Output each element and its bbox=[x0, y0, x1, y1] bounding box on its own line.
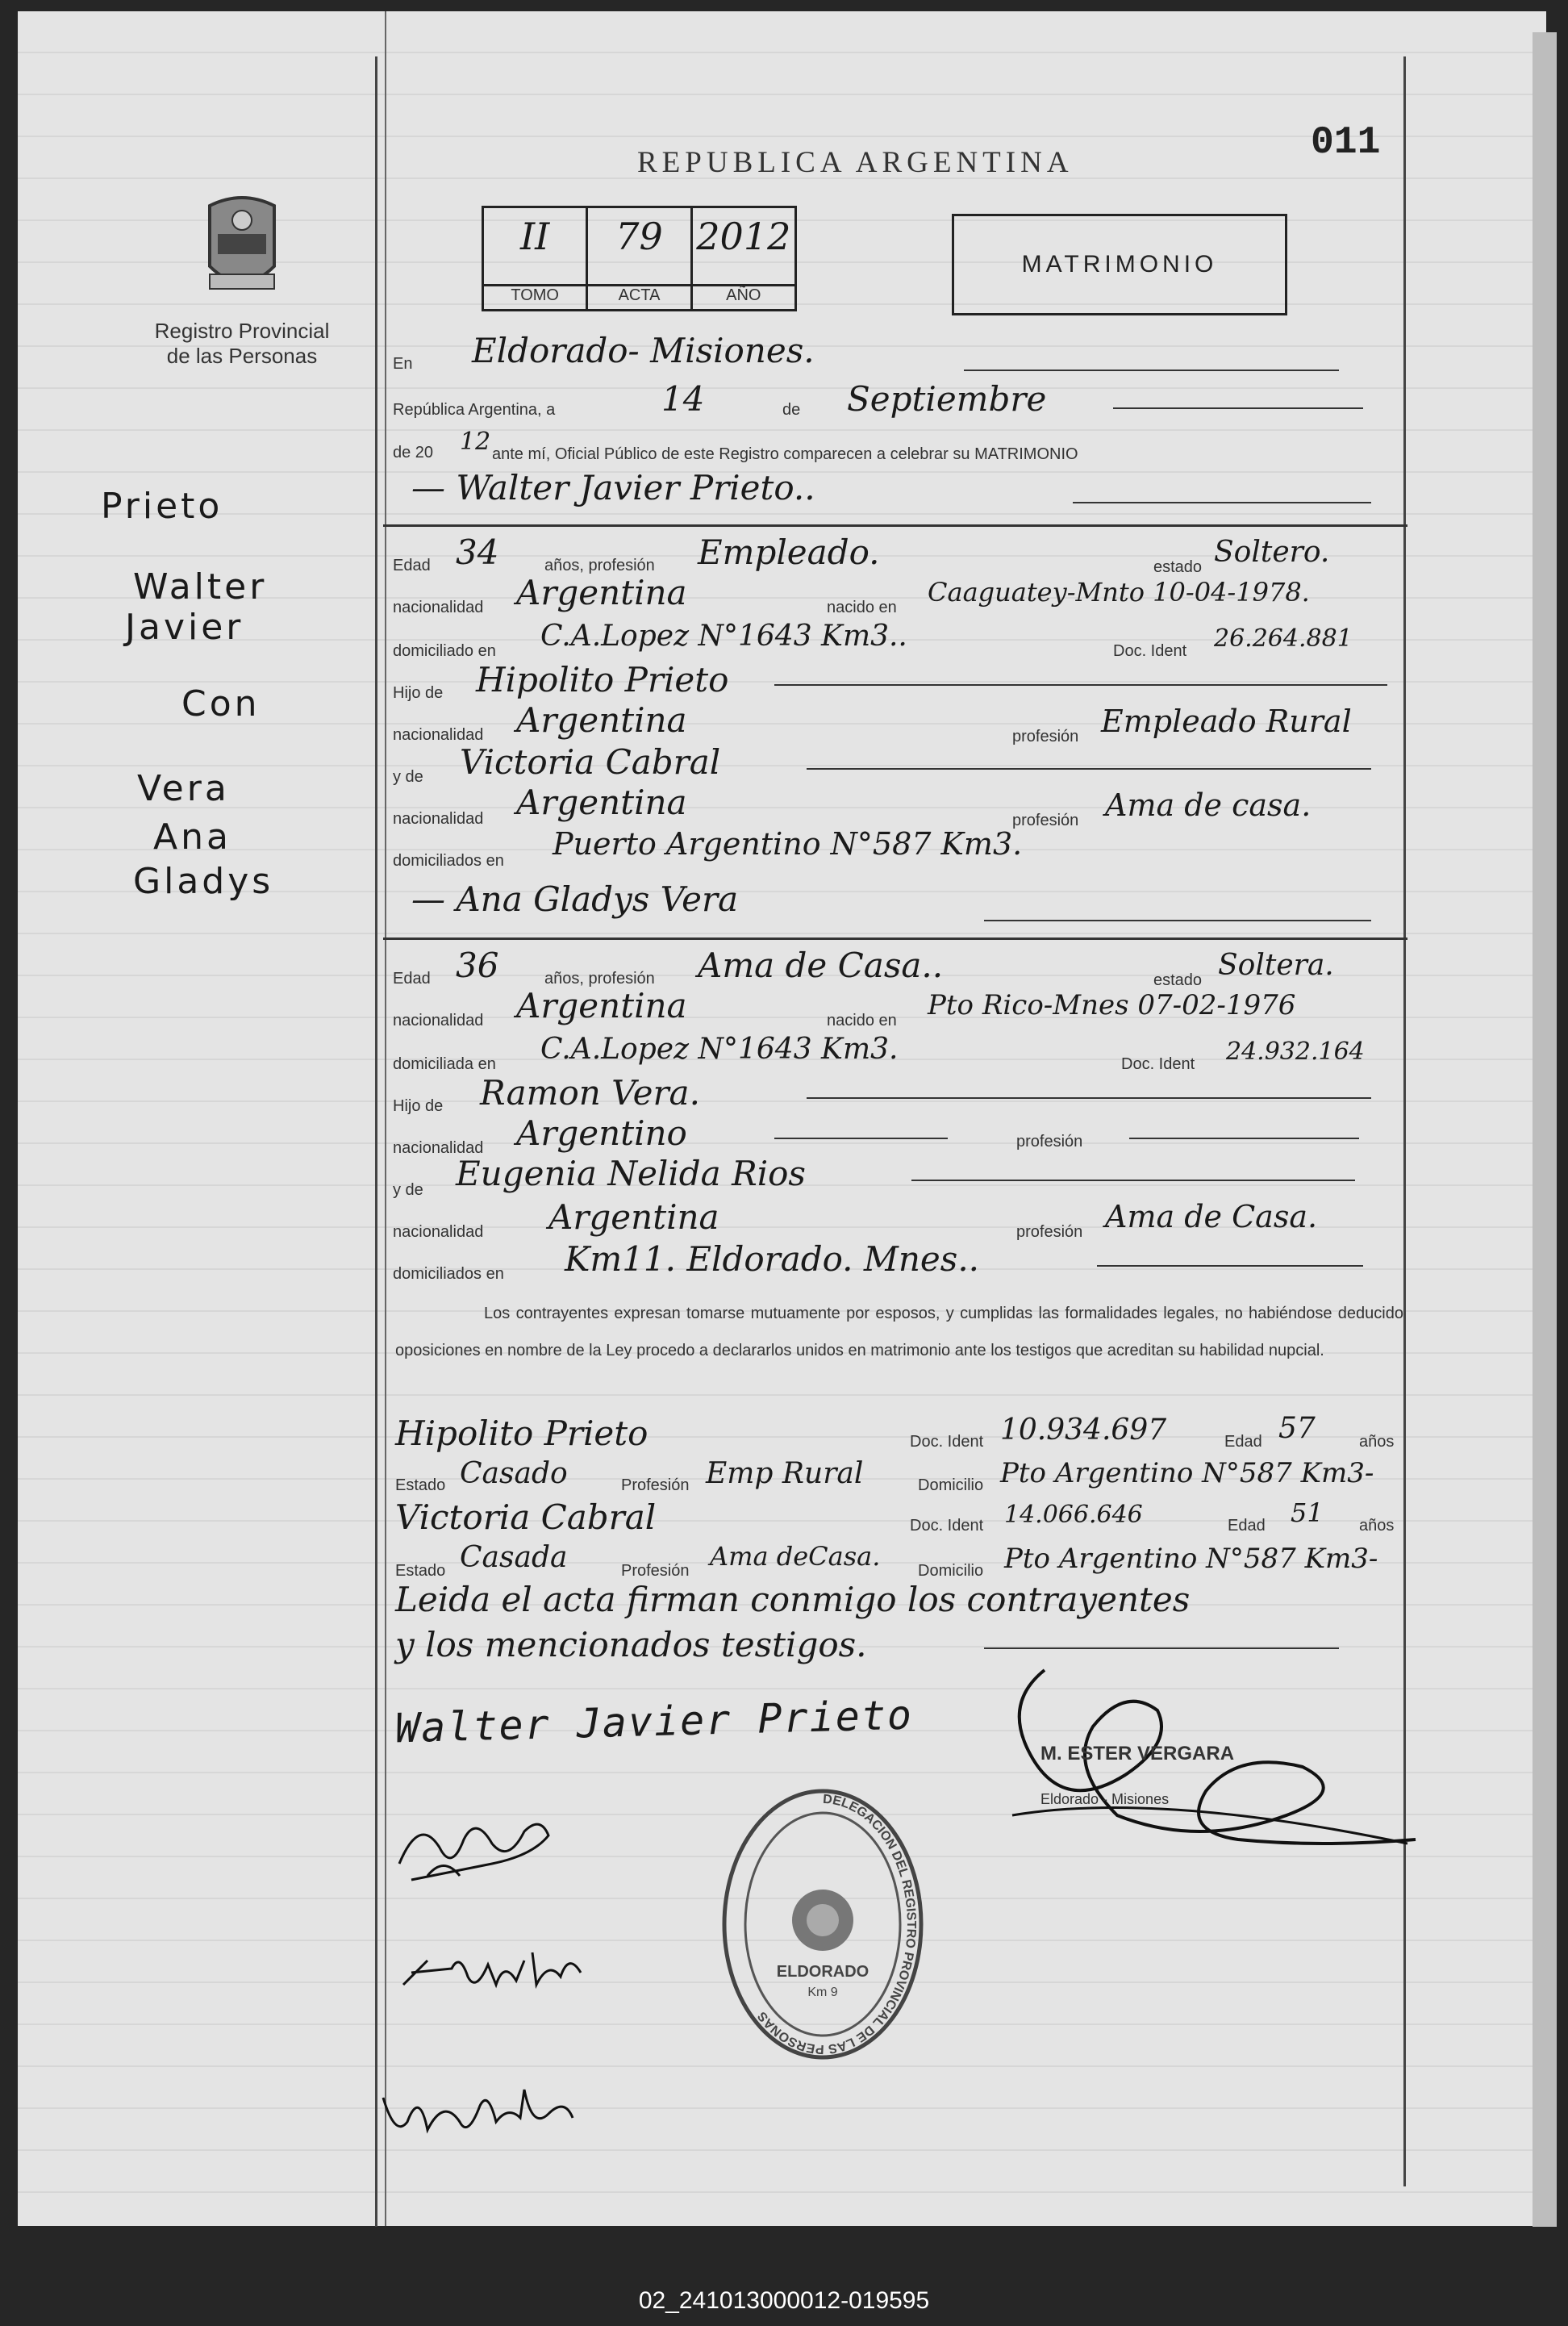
groom-padres-dom-label: domiciliados en bbox=[393, 852, 504, 870]
place-value: Eldorado- Misiones. bbox=[472, 331, 815, 370]
day-value: 14 bbox=[661, 379, 705, 419]
form-right-border bbox=[1403, 56, 1406, 2186]
seal-ring-text: DELEGACION DEL REGISTRO PROVINCIAL DE LAS PERSONAS bbox=[755, 1792, 918, 2057]
acta-label: ACTA bbox=[588, 284, 690, 309]
groom-name: — Walter Javier Prieto.. bbox=[411, 468, 815, 507]
fill-rule bbox=[964, 370, 1339, 371]
bride-madre: Eugenia Nelida Rios bbox=[456, 1154, 806, 1193]
witness2-name: Victoria Cabral bbox=[395, 1497, 657, 1537]
anio-label: AÑO bbox=[693, 284, 794, 309]
witness2-edad: 51 bbox=[1291, 1497, 1324, 1528]
witness2-doc: 14.066.646 bbox=[1004, 1501, 1143, 1529]
groom-estado: Soltero. bbox=[1214, 536, 1330, 569]
anio-cell bbox=[693, 208, 794, 309]
page-edge bbox=[1533, 32, 1557, 2227]
groom-madre-prof-label: profesión bbox=[1012, 812, 1079, 829]
margin-note-line3: Javier bbox=[125, 607, 244, 648]
official-signature-stamp bbox=[996, 1654, 1432, 1864]
bride-anos-label: años, profesión bbox=[544, 970, 655, 988]
tomo-value: II bbox=[519, 215, 550, 258]
bride-nacionalidad: Argentina bbox=[516, 986, 687, 1025]
witness1-edad: 57 bbox=[1278, 1412, 1316, 1445]
groom-nacido-label: nacido en bbox=[827, 599, 897, 616]
witness1-edad-label: Edad bbox=[1224, 1433, 1262, 1451]
groom-domicilio: C.A.Lopez N°1643 Km3.. bbox=[540, 620, 907, 653]
republic-label: República Argentina, a bbox=[393, 401, 556, 419]
folio-number: 011 bbox=[1311, 121, 1381, 165]
bride-estado-label: estado bbox=[1153, 971, 1203, 989]
margin-note-line1: Prieto bbox=[101, 486, 223, 527]
witness1-name: Hipolito Prieto bbox=[395, 1414, 648, 1453]
groom-anos-label: años, profesión bbox=[544, 557, 655, 574]
witness1-estado: Casado bbox=[460, 1457, 568, 1490]
registry-name-line2: de las Personas bbox=[166, 344, 318, 368]
witness2-edad-label: Edad bbox=[1228, 1517, 1266, 1535]
fill-rule bbox=[1113, 407, 1363, 409]
section-divider bbox=[383, 524, 1407, 527]
anio-value: 2012 bbox=[696, 215, 791, 258]
stamp-line3: Eldorado - Misiones bbox=[1040, 1791, 1170, 1807]
bride-padres-dom-label: domiciliados en bbox=[393, 1265, 504, 1283]
bride-madre-prof-label: profesión bbox=[1016, 1223, 1083, 1241]
witness1-doc: 10.934.697 bbox=[1000, 1414, 1167, 1447]
groom-madre-nac-label: nacionalidad bbox=[393, 810, 484, 828]
en-label: En bbox=[393, 355, 413, 373]
bride-padre-prof-label: profesión bbox=[1016, 1133, 1083, 1150]
seal-sub-text: Km 9 bbox=[807, 1986, 838, 1999]
witness2-prof-label: Profesión bbox=[621, 1562, 690, 1580]
bride-nac-label: nacionalidad bbox=[393, 1012, 484, 1029]
bride-profesion: Ama de Casa.. bbox=[698, 946, 944, 985]
groom-signature: Walter Javier Prieto bbox=[394, 1691, 914, 1752]
witness2-signature bbox=[379, 2073, 589, 2154]
bride-padre-nac: Argentino bbox=[516, 1113, 687, 1153]
registry-name-line1: Registro Provincial bbox=[154, 319, 330, 343]
bride-name: — Ana Gladys Vera bbox=[411, 879, 739, 919]
groom-estado-label: estado bbox=[1153, 558, 1203, 576]
groom-padres-dom: Puerto Argentino N°587 Km3. bbox=[553, 826, 1023, 862]
fill-rule bbox=[911, 1180, 1355, 1181]
bride-yde-label: y de bbox=[393, 1181, 423, 1199]
groom-padre-prof: Empleado Rural bbox=[1101, 704, 1352, 739]
groom-padre: Hipolito Prieto bbox=[476, 660, 729, 699]
fill-rule bbox=[774, 1138, 948, 1139]
witness2-dom: Pto Argentino N°587 Km3- bbox=[1004, 1543, 1378, 1575]
witness2-estado: Casada bbox=[460, 1541, 568, 1574]
groom-nacionalidad: Argentina bbox=[516, 573, 687, 612]
tomo-cell bbox=[484, 208, 588, 309]
province-shield-logo bbox=[194, 190, 290, 303]
registry-name bbox=[121, 319, 363, 369]
margin-note-line7: Gladys bbox=[133, 861, 274, 902]
groom-yde-label: y de bbox=[393, 768, 423, 786]
groom-profesion: Empleado. bbox=[698, 532, 880, 572]
bride-edad: 36 bbox=[456, 946, 499, 985]
groom-madre-prof: Ama de casa. bbox=[1105, 787, 1312, 823]
groom-nac-label: nacionalidad bbox=[393, 599, 484, 616]
groom-edad-label: Edad bbox=[393, 557, 431, 574]
act-type-box: MATRIMONIO bbox=[952, 214, 1287, 315]
bride-domicilio: C.A.Lopez N°1643 Km3. bbox=[540, 1033, 899, 1066]
fill-rule bbox=[1073, 502, 1371, 503]
bride-dom-label: domiciliada en bbox=[393, 1055, 496, 1073]
groom-padre-prof-label: profesión bbox=[1012, 728, 1079, 745]
fill-rule bbox=[807, 768, 1371, 770]
margin-note-line2: Walter bbox=[133, 566, 268, 608]
image-id-footer: 02_241013000012-019595 bbox=[638, 2287, 930, 2314]
appear-text: ante mí, Oficial Público de este Registro comparecen a celebrar su MATRIMONIO bbox=[492, 445, 1078, 463]
margin-note-line5: Vera bbox=[137, 768, 230, 809]
bride-hijo-label: Hijo de bbox=[393, 1097, 444, 1115]
acta-value: 79 bbox=[615, 215, 663, 258]
acta-cell bbox=[588, 208, 692, 309]
fill-rule bbox=[984, 920, 1371, 921]
seal-center-text: ELDORADO bbox=[776, 1963, 869, 1981]
record-number-box bbox=[482, 206, 797, 311]
groom-padre-nac: Argentina bbox=[516, 700, 687, 740]
de-label: de bbox=[782, 401, 801, 419]
bride-edad-label: Edad bbox=[393, 970, 431, 988]
witness1-prof: Emp Rural bbox=[706, 1457, 864, 1490]
fill-rule bbox=[807, 1097, 1371, 1099]
groom-padre-nac-label: nacionalidad bbox=[393, 726, 484, 744]
margin-note-line6: Ana bbox=[153, 816, 231, 858]
groom-edad: 34 bbox=[456, 532, 499, 572]
groom-doc: 26.264.881 bbox=[1214, 624, 1353, 653]
fill-rule bbox=[1097, 1265, 1363, 1267]
bride-madre-nac-label: nacionalidad bbox=[393, 1223, 484, 1241]
witness1-dom-label: Domicilio bbox=[918, 1476, 984, 1494]
margin-note-line4: Con bbox=[181, 683, 261, 725]
witness1-dom: Pto Argentino N°587 Km3- bbox=[1000, 1457, 1374, 1489]
bride-signature bbox=[395, 1807, 557, 1896]
witness2-doc-label: Doc. Ident bbox=[910, 1517, 984, 1535]
year-prefix-label: de 20 bbox=[393, 444, 434, 461]
bride-doc-label: Doc. Ident bbox=[1121, 1055, 1195, 1073]
groom-madre: Victoria Cabral bbox=[460, 742, 721, 782]
country-header: REPUBLICA ARGENTINA bbox=[637, 146, 1074, 179]
witness1-estado-label: Estado bbox=[395, 1476, 446, 1494]
witness1-anos-label: años bbox=[1359, 1433, 1395, 1451]
fill-rule bbox=[984, 1647, 1339, 1649]
bride-padre-nac-label: nacionalidad bbox=[393, 1139, 484, 1157]
bride-padres-dom: Km11. Eldorado. Mnes.. bbox=[565, 1239, 980, 1279]
witness2-dom-label: Domicilio bbox=[918, 1562, 984, 1580]
bride-madre-nac: Argentina bbox=[548, 1197, 719, 1237]
fill-rule bbox=[1129, 1138, 1359, 1139]
bride-nacido: Pto Rico-Mnes 07-02-1976 bbox=[928, 989, 1296, 1021]
year-suffix-value: 12 bbox=[460, 428, 491, 456]
closing-line2: y los mencionados testigos. bbox=[395, 1625, 867, 1664]
witness1-doc-label: Doc. Ident bbox=[910, 1433, 984, 1451]
closing-line1: Leida el acta firman conmigo los contrayentes bbox=[395, 1580, 1191, 1619]
month-value: Septiembre bbox=[847, 379, 1047, 419]
bride-doc: 24.932.164 bbox=[1226, 1038, 1365, 1066]
witness2-anos-label: años bbox=[1359, 1517, 1395, 1535]
groom-hijo-label: Hijo de bbox=[393, 684, 444, 702]
declaration-text: Los contrayentes expresan tomarse mutuamente por esposos, y cumplidas las formalidades legales, no habiéndose deducido oposiciones en nombre de la Ley procedo a declararlos unidos en matrimonio ante los testigos que acreditan su habilidad nupcial. bbox=[395, 1305, 1403, 1359]
bride-padre: Ramon Vera. bbox=[480, 1073, 700, 1113]
groom-doc-label: Doc. Ident bbox=[1113, 642, 1187, 660]
bride-madre-prof: Ama de Casa. bbox=[1105, 1199, 1318, 1234]
witness2-estado-label: Estado bbox=[395, 1562, 446, 1580]
bride-nacido-label: nacido en bbox=[827, 1012, 897, 1029]
witness1-signature bbox=[395, 1936, 621, 2009]
witness1-prof-label: Profesión bbox=[621, 1476, 690, 1494]
tomo-label: TOMO bbox=[484, 284, 586, 309]
groom-nacido: Caaguatey-Mnto 10-04-1978. bbox=[928, 577, 1310, 608]
form-left-border bbox=[375, 56, 377, 2227]
bride-estado: Soltera. bbox=[1218, 949, 1334, 982]
groom-dom-label: domiciliado en bbox=[393, 642, 496, 660]
round-seal bbox=[718, 1783, 928, 2065]
stamp-line1: M. ESTER VERGARA bbox=[1040, 1743, 1235, 1764]
groom-madre-nac: Argentina bbox=[516, 783, 687, 822]
section-divider bbox=[383, 937, 1407, 940]
witness2-prof: Ama deCasa. bbox=[710, 1541, 881, 1572]
fill-rule bbox=[774, 684, 1387, 686]
